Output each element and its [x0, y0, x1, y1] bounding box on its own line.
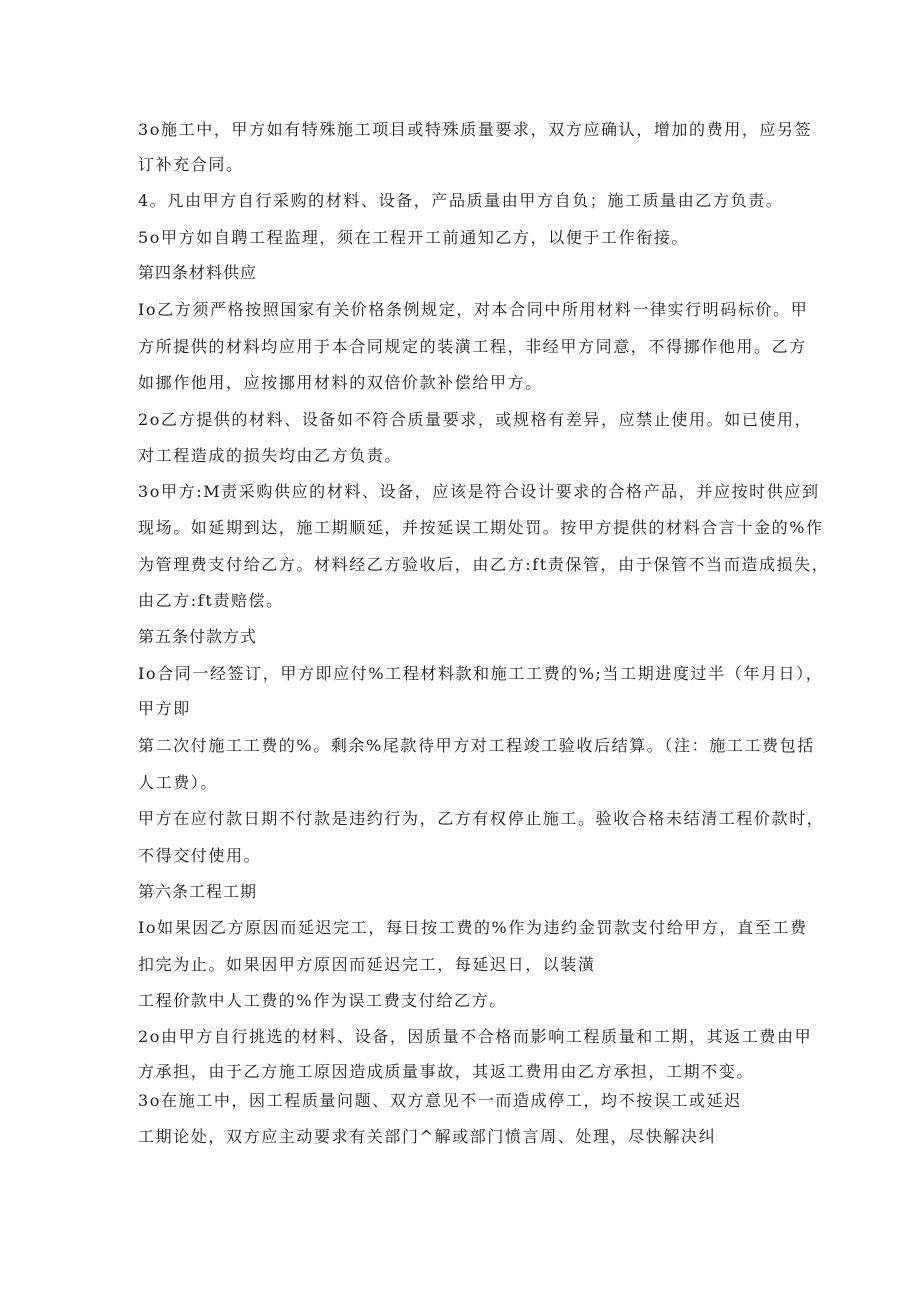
- text-line: 人工费）。: [138, 773, 219, 792]
- text-line: 现场。如延期到达，施工期顺延，并按延误工期处罚。按甲方提供的材料合言十金的%作: [138, 518, 824, 537]
- text-line: 订补充合同。: [138, 155, 244, 174]
- text-line: 由乙方:ft责赔偿。: [138, 591, 284, 610]
- text-line: 对工程造成的损失均由乙方负责。: [138, 446, 403, 465]
- section-heading: 第四条材料供应: [138, 263, 258, 282]
- text-line: 如挪作他用，应按挪用材料的双倍价款补偿给甲方。: [138, 373, 543, 392]
- text-line: 方承担，由于乙方施工原因造成质量事故，其返工费用由乙方承担，工期不变。: [138, 1062, 755, 1081]
- text-line: Io合同一经签订，甲方即应付%工程材料款和施工工费的%;当工期进度过半（年月日），: [138, 664, 824, 683]
- text-line: Io如果因乙方原因而延迟完工，每日按工费的%作为违约金罚款支付给甲方，直至工费: [138, 918, 808, 937]
- text-line: 4。凡由甲方自行采购的材料、设备，产品质量由甲方自负；施工质量由乙方负责。: [138, 191, 784, 210]
- text-line: 3o甲方:M责采购供应的材料、设备，应该是符合设计要求的合格产品，并应按时供应到: [138, 482, 820, 501]
- text-line: 2o由甲方自行挑选的材料、设备，因质量不合格而影响工程质量和工期，其返工费由甲: [138, 1027, 813, 1046]
- text-line: Io乙方须严格按照国家有关价格条例规定，对本合同中所用材料一律实行明码标价。甲: [138, 300, 809, 319]
- section-heading: 第五条付款方式: [138, 627, 258, 646]
- text-line: 2o乙方提供的材料、设备如不符合质量要求，或规格有差异，应禁止使用。如已使用，: [138, 410, 813, 429]
- text-line: 工程价款中人工费的%作为误工费支付给乙方。: [138, 991, 507, 1010]
- section-heading: 第六条工程工期: [138, 882, 258, 901]
- text-line: 为管理费支付给乙方。材料经乙方验收后，由乙方:ft责保管，由于保管不当而造成损失，: [138, 555, 830, 574]
- text-line: 不得交付使用。: [138, 846, 262, 865]
- text-line: 甲方即: [138, 699, 191, 718]
- text-line: 扣完为止。如果因甲方原因而延迟完工，每延迟日，以装潢: [138, 955, 596, 974]
- text-line: 第二次付施工工费的%。剩余%尾款待甲方对工程竣工验收后结算。（注：施工工费包括: [138, 736, 815, 755]
- text-line: 工期论处，双方应主动要求有关部门^解或部门愤言周、处理，尽快解决纠: [138, 1127, 717, 1146]
- text-line: 方所提供的材料均应用于本合同规定的装潢工程，非经甲方同意，不得挪作他用。乙方: [138, 337, 807, 356]
- text-line: 甲方在应付款日期不付款是违约行为，乙方有权停止施工。验收合格未结清工程价款时，: [138, 809, 825, 828]
- text-line: 3o在施工中，因工程质量问题、双方意见不一而造成停工，均不按误工或延迟: [138, 1091, 742, 1110]
- text-line: 5o甲方如自聘工程监理，须在工程开工前通知乙方，以便于工作衔接。: [138, 228, 690, 247]
- text-line: 3o施工中，甲方如有特殊施工项目或特殊质量要求，双方应确认，增加的费用，应另签: [138, 120, 813, 139]
